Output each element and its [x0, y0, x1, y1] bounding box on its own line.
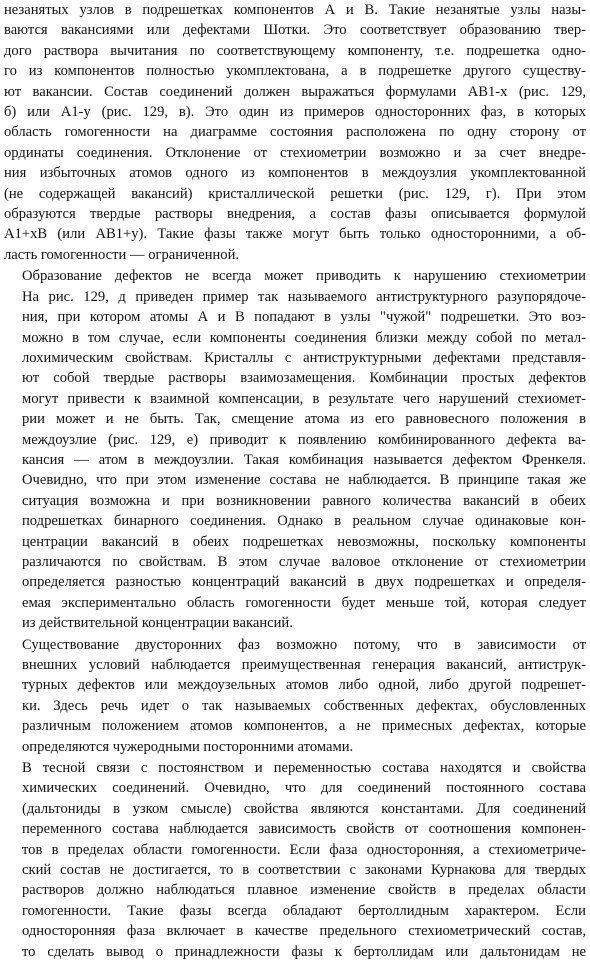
text-line: б) или A1-y (рис. 129, в). Это один из примеров односторонних фаз, в которых — [4, 104, 586, 121]
text-line: химических соединений. Очевидно, что для соединений постоянного состава — [22, 780, 586, 797]
text-line: область гомогенности на диаграмме состояния расположена по одну сторону от — [4, 124, 586, 141]
text-line: растворов должно наблюдаться плавное изменение свойств в пределах области — [22, 882, 586, 899]
text-line: различаются по свойствам. В этом случае валовое отклонение от стехиометрии — [22, 553, 586, 570]
text-line: ский состав не достигается, то в соответствии с законами Курнакова для твердых — [22, 862, 586, 879]
text-line: ки. Здесь речь идет о так называемых собственных дефектах, обусловленных — [22, 697, 586, 714]
text-line: Существование двусторонних фаз возможно потому, что в зависимости от — [22, 636, 586, 653]
text-line: Очевидно, что при этом изменение состава не наблюдается. В принципе такая же — [22, 472, 586, 489]
text-line: ординаты соединения. Отклонение от стехиометрии возможно и за счет внедре- — [4, 144, 586, 161]
text-line: тов в пределах области гомогенности. Если фаза односторонняя, а стехиометриче- — [22, 841, 586, 858]
text-line: ния избыточных атомов одного из компонентов в междоузлия укомплектованной — [4, 165, 586, 182]
text-line: турных дефектов или междоузельных атомов либо одной, либо другой подрешет- — [22, 677, 586, 694]
text-line: определяется разностью концентраций вакансий в двух подрешетках и определя- — [22, 574, 586, 591]
paragraph-properties — [4, 758, 586, 962]
text-line: междоузлие (рис. 129, е) приводит к появлению комбинированного дефекта ва- — [22, 431, 586, 448]
text-line: можно в том случае, если компоненты соединения близки между собой по метал- — [22, 329, 586, 346]
text-line: незанятых узлов в подрешетках компонентов А и В. Такие незанятые узлы назы- — [4, 2, 586, 18]
text-line: определяются чужеродными посторонними атомами. — [22, 738, 354, 755]
text-line: внешних условий наблюдается преимущественная генерация вакансий, антиструк- — [22, 657, 586, 673]
text-line: ваются вакансиями или дефектами Шотки. Это соответствует образованию твер- — [4, 22, 586, 39]
text-line: образуются твердые растворы внедрения, а состав фазы описывается формулой — [4, 206, 586, 223]
text-line: го из компонентов полностью укомплектована, а в подрешетке другого существу- — [4, 63, 586, 80]
text-line: могут привести к взаимной компенсации, в результате чего нарушений стехиомет- — [22, 390, 586, 407]
text-line: дого раствора вычитания по соответствующему компоненту, т.е. подрешетка одно- — [4, 42, 586, 59]
text-line: центрации вакансий в обеих подрешетках невозможны, поскольку компоненты — [22, 533, 586, 550]
text-line: лохимическим свойствам. Кристаллы с антиструктурными дефектами представля- — [22, 349, 586, 366]
text-line: ласть гомогенности — ограниченной. — [4, 246, 240, 263]
text-line: переменного состава наблюдается зависимость свойств от соотношения компонен- — [22, 821, 586, 838]
text-line: кансия — атом в междоузлии. Такая комбинация называется дефектом Френкеля. — [22, 451, 586, 468]
text-line: A1+xB (или AB1+y). Такие фазы также могут быть только односторонними, а об- — [4, 226, 586, 243]
text-line: емая экспериментально область гомогенности будет меньше той, которая следует — [22, 594, 586, 611]
text-line: односторонняя фаза включает в качестве предельного стехиометрический состав, — [22, 923, 586, 940]
text-line: (не содержащей вакансий) кристаллической решетки (рис. 129, г). При этом — [4, 185, 586, 202]
text-line: то сделать вывод о принадлежности фазы к бертоллидам или дальтонидам не — [22, 943, 586, 960]
text-line: На рис. 129, д приведен пример так называемого антиструктурного разупорядоче- — [22, 288, 586, 305]
paragraph-defects — [4, 266, 586, 633]
text-line: Образование дефектов не всегда может приводить к нарушению стехиометрии — [22, 268, 586, 285]
text-line: В тесной связи с постоянством и переменностью состава находятся и свойства — [22, 760, 586, 777]
text-line: различным положением атомов компонентов, а не примесных дефектах, которые — [22, 718, 586, 735]
text-line: ситуация возможна и при возникновении равного количества вакансий в обеих — [22, 492, 586, 509]
text-line: рии может и не быть. Так, смещение атома из его равновесного положения в — [22, 411, 586, 428]
paragraph-two-sided-phases — [4, 635, 586, 757]
text-line: подрешетках бинарного соединения. Однако в реальном случае одинаковые кон- — [22, 513, 586, 530]
text-line: из действительной концентрации вакансий. — [22, 615, 293, 632]
text-line: ния, при котором атомы А и В попадают в узлы "чужой" подрешетки. Это воз- — [22, 309, 586, 326]
text-line: ют вакансии. Состав соединений должен выражаться формулами AB1-x (рис. 129, — [4, 83, 586, 100]
text-line: ют собой твердые растворы взаимозамещения. Комбинации простых дефектов — [22, 370, 586, 387]
paragraph-vacancies — [4, 0, 586, 265]
text-line: гомогенности. Такие фазы всегда обладают бертоллидным характером. Если — [22, 902, 586, 919]
text-line: (дальтониды в узком смысле) свойства являются константами. Для соединений — [22, 800, 586, 817]
document-page — [4, 0, 586, 960]
